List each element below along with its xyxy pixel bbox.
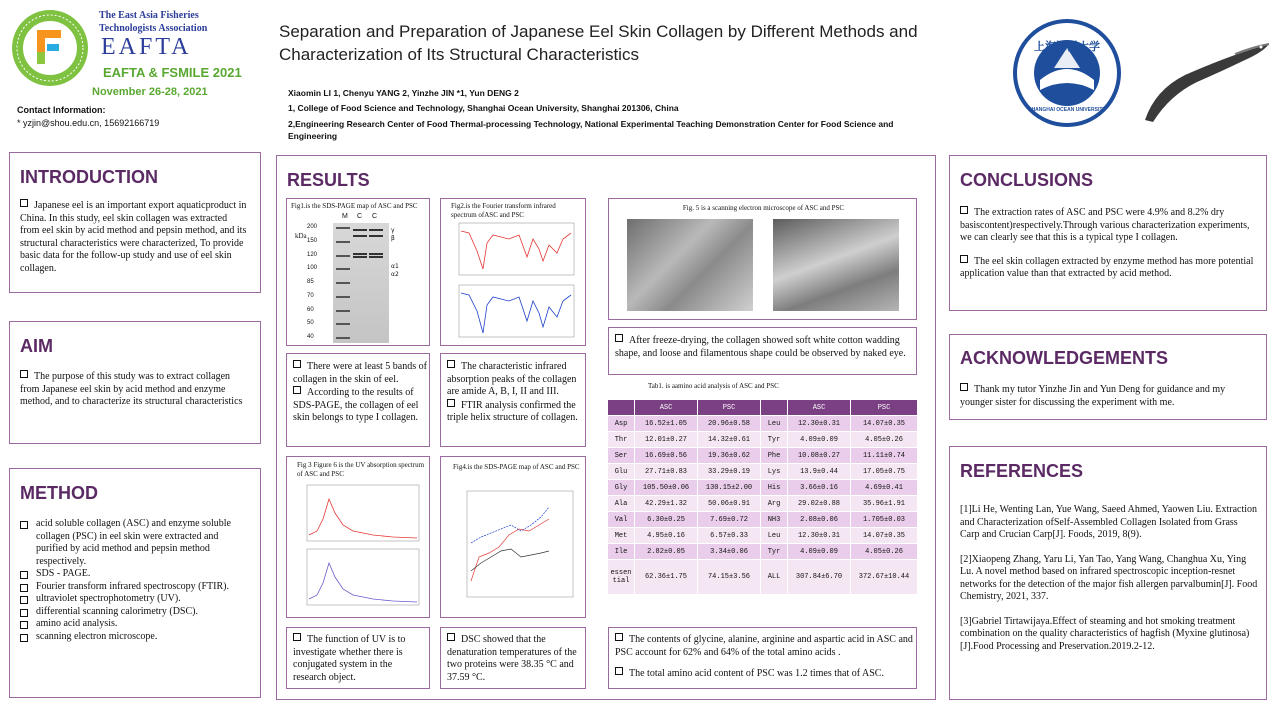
marker-band	[336, 296, 350, 298]
marker-label: 100	[307, 265, 318, 272]
table-row	[608, 416, 917, 431]
table-row	[608, 464, 917, 479]
marker-label: 50	[307, 320, 314, 327]
eel-icon	[1135, 30, 1275, 130]
aim-title: AIM	[20, 336, 53, 356]
aim-body: The purpose of this study was to extract collagen from Japanese eel skin by acid method and enzyme method, and to characterize its structural characteristics	[20, 371, 243, 407]
table-cell: Val	[608, 512, 634, 527]
table-cell: 42.29±1.32	[635, 496, 697, 511]
table-cell: His	[761, 480, 787, 495]
reference-item: [1]Li He, Wenting Lan, Yue Wang, Saeed Ahmed, Yaowen Liu. Extraction and Characterization ofSelf-Assembled Collagen Isolated from Grass Carp and Crucian Carp[J]. Foods, 2019, 8(9).	[960, 504, 1258, 540]
table-cell: 10.08±0.27	[788, 448, 850, 463]
amino-acid-table	[607, 399, 918, 595]
fig5-text-box	[608, 327, 917, 375]
conclusions-title: CONCLUSIONS	[960, 170, 1094, 190]
table-row	[608, 512, 917, 527]
reference-item: [3]Gabriel Tirtawijaya.Effect of steaming and hot smoking treatment combination on the quality characteristics of hagfish (Myxine glutinosa)[J].Food Processing and Preservation.2019.2-12.	[960, 615, 1250, 652]
sample-band	[353, 253, 367, 255]
table-cell: 4.05±0.26	[851, 432, 917, 447]
ftir-asc-line	[461, 231, 571, 269]
marker-label: 150	[307, 237, 318, 244]
table-cell: 14.32±0.61	[698, 432, 760, 447]
table-cell: 4.09±0.09	[788, 432, 850, 447]
table-cell: 16.69±0.56	[635, 448, 697, 463]
conclusions-text	[960, 206, 1258, 281]
checkbox-icon	[293, 386, 301, 394]
table-cell: 16.52±1.05	[635, 416, 697, 431]
table-cell: 17.05±0.75	[851, 464, 917, 479]
acknowledgements-body: Thank my tutor Yinzhe Jin and Yun Deng for guidance and my younger sister for discussing the experiment with me.	[960, 384, 1226, 408]
sample-band	[353, 256, 367, 258]
fig1-frame	[286, 198, 430, 346]
table-cell: 3.34±0.06	[698, 544, 760, 559]
table-caption: Tab1. is aamino acid analysis of ASC and PSC	[648, 382, 779, 390]
table-cell: 7.69±0.72	[698, 512, 760, 527]
checkbox-icon	[615, 667, 623, 675]
table-cell: 307.84±6.70	[788, 560, 850, 594]
table-row	[608, 480, 917, 495]
table-cell: 2.82±0.05	[635, 544, 697, 559]
method-item: differential scanning calorimetry (DSC).	[20, 606, 250, 619]
org-name	[99, 9, 207, 35]
dsc-asc-line	[471, 519, 549, 581]
fig4-text-box	[440, 627, 586, 689]
fig2-text-box	[440, 353, 586, 447]
affiliation-2	[288, 118, 948, 142]
checkbox-icon	[447, 633, 455, 641]
table-text1: The contents of glycine, alanine, arginine and aspartic acid in ASC and PSC account for 62% and 64% of the total amino acids .	[615, 634, 913, 658]
marker-band	[336, 255, 350, 257]
table-cell: Ile	[608, 544, 634, 559]
title-line2: Characterization of Its Structural Characteristics	[279, 45, 639, 64]
acknowledgements-text	[960, 383, 1258, 409]
table-cell: 130.15±2.00	[698, 480, 760, 495]
marker-label: 120	[307, 251, 318, 258]
marker-label: 70	[307, 292, 314, 299]
aim-panel	[9, 321, 261, 444]
poster-title	[279, 20, 918, 66]
authors: Xiaomin LI 1, Chenyu YANG 2, Yinzhe JIN *1, Yun DENG 2	[288, 88, 519, 98]
eafta-logo	[10, 8, 90, 88]
band-alpha1: α1	[391, 263, 399, 270]
marker-label: 85	[307, 279, 314, 285]
fig1-kda: kDa	[295, 232, 307, 240]
fig1-gel-bands	[333, 223, 389, 343]
table-cell: NH3	[761, 512, 787, 527]
marker-band	[336, 241, 350, 243]
fig3-frame	[286, 456, 430, 618]
table-cell: 3.66±0.16	[788, 480, 850, 495]
table-header-row	[608, 400, 917, 415]
fig4-text	[447, 633, 583, 684]
table-cell: 62.36±1.75	[635, 560, 697, 594]
contact-value: * yzjin@shou.edu.cn, 15692166719	[17, 118, 160, 128]
table-cell: 4.69±0.41	[851, 480, 917, 495]
table-cell: Gly	[608, 480, 634, 495]
fig3-text-box	[286, 627, 430, 689]
fig1-marker-column	[307, 223, 333, 343]
marker-band	[336, 282, 350, 284]
marker-band	[336, 337, 350, 339]
affiliation-2-line1: 2,Engineering Research Center of Food Thermal-processing Technology, National Experimental Teaching Demonstration Center for Food Science and	[288, 119, 894, 129]
band-beta: β	[391, 235, 395, 242]
table-cell: Arg	[761, 496, 787, 511]
table-cell: 2.08±0.06	[788, 512, 850, 527]
org-line2: Technologists Association	[99, 23, 208, 34]
lane-c1: C	[357, 213, 363, 220]
table-cell: Tyr	[761, 544, 787, 559]
checkbox-icon	[615, 633, 623, 641]
seal-en-text: SHANGHAI OCEAN UNIVERSITY	[1028, 107, 1106, 113]
table-text	[615, 633, 913, 681]
dsc-psc-line	[471, 507, 549, 543]
reference-item: [2]Xiaopeng Zhang, Yaru Li, Yan Tao, Yang Wang, Changhua Xu, Ying Lu. A novel method based on infrared spectroscopic inception-resnet networks for the detection of the major fish allergen parvalbumin[J]. Food Chemistry, 2021, 337.	[960, 553, 1258, 602]
table-cell: 11.11±0.74	[851, 448, 917, 463]
uv-spectrum-plot	[293, 481, 425, 615]
event-dates: November 26-28, 2021	[92, 86, 208, 98]
ftir-psc-line	[461, 293, 571, 333]
introduction-panel	[9, 152, 261, 293]
fig2-text1: The characteristic infrared absorption peaks of the collagen are amide A, B, I, II and III.	[447, 361, 577, 397]
eafta-seal-icon	[10, 8, 90, 88]
dsc-plot	[449, 485, 581, 613]
checkbox-icon	[20, 370, 28, 378]
sem-image-psc	[773, 219, 899, 311]
checkbox-icon	[615, 334, 623, 342]
org-line1: The East Asia Fisheries	[99, 10, 199, 21]
sample-band	[369, 253, 383, 255]
marker-band	[336, 310, 350, 312]
fig2-text2: FTIR analysis confirmed the triple helix structure of collagen.	[447, 399, 578, 423]
fig5-caption: Fig. 5 is a scanning electron microscope of ASC and PSC	[682, 204, 845, 212]
fig3-body: The function of UV is to investigate whether there is conjugated system in the research object.	[293, 634, 406, 683]
table-row	[608, 432, 917, 447]
conclusions-panel	[949, 155, 1267, 311]
method-item: acid soluble collagen (ASC) and enzyme soluble collagen (PSC) in eel skin were extracted and purified by acid method and pepsin method respectively.	[20, 518, 250, 568]
marker-label: 60	[307, 306, 314, 313]
affiliation-1: 1, College of Food Science and Technology, Shanghai Ocean University, Shanghai 201306, China	[288, 103, 679, 113]
marker-label: 40	[307, 334, 314, 340]
fig5-text	[615, 334, 913, 360]
references-list	[960, 504, 1258, 653]
table-cell: Phe	[761, 448, 787, 463]
amino-acid-table-wrap	[607, 399, 918, 595]
table-row	[608, 544, 917, 559]
table-cell: 14.07±0.35	[851, 528, 917, 543]
introduction-text	[20, 199, 248, 275]
table-cell: 50.06±0.91	[698, 496, 760, 511]
table-cell: 12.01±0.27	[635, 432, 697, 447]
band-alpha2: α2	[391, 271, 399, 278]
uv-asc-line	[309, 499, 417, 538]
event-name: EAFTA & FSMILE 2021	[103, 65, 242, 80]
table-cell: Ala	[608, 496, 634, 511]
org-acronym: EAFTA	[101, 34, 192, 60]
fig2-frame	[440, 198, 586, 346]
references-panel	[949, 446, 1267, 700]
table-cell: 4.05±0.26	[851, 544, 917, 559]
introduction-body: Japanese eel is an important export aquaticproduct in China. In this study, eel skin collagen was extracted from eel skin by acid method and pepsin method, and its structural characteristics were characterized, To provide basic data for the follow-up study and use of eel skin collagen.	[20, 200, 247, 274]
conclusions-text2: The eel skin collagen extracted by enzyme method has more potential application value than that extracted by acid method.	[960, 255, 1254, 279]
sample-band	[369, 235, 383, 237]
table-cell: Thr	[608, 432, 634, 447]
title-line1: Separation and Preparation of Japanese Eel Skin Collagen by Different Methods and	[279, 22, 918, 41]
marker-band	[336, 268, 350, 270]
sem-image-asc	[627, 219, 753, 311]
table-cell: 6.30±0.25	[635, 512, 697, 527]
checkbox-icon	[960, 383, 968, 391]
checkbox-icon	[20, 199, 28, 207]
fig5-body: After freeze-drying, the collagen showed soft white cotton wadding shape, and loose and filamentous shape could be observed by naked eye.	[615, 335, 906, 359]
eel-image	[1135, 30, 1275, 130]
checkbox-icon	[960, 255, 968, 263]
marker-band	[336, 227, 350, 229]
checkbox-icon	[293, 633, 301, 641]
fig4-caption: Fig4.is the SDS-PAGE map of ASC and PSC	[453, 463, 580, 471]
table-cell: Asp	[608, 416, 634, 431]
header-cell	[608, 400, 634, 415]
table-cell: 4.95±0.16	[635, 528, 697, 543]
header-cell: ASC	[788, 400, 850, 415]
results-title: RESULTS	[287, 170, 370, 190]
uv-psc-line	[309, 563, 417, 602]
table-row	[608, 528, 917, 543]
band-gamma: γ	[391, 227, 395, 234]
table-cell: 372.67±10.44	[851, 560, 917, 594]
seal-cn-text: 上海海洋大学	[1034, 40, 1100, 53]
method-panel	[9, 468, 261, 698]
fig1-text1: There were at least 5 bands of collagen in the skin of eel.	[293, 361, 427, 385]
table-cell: 105.50±0.06	[635, 480, 697, 495]
table-cell: Ser	[608, 448, 634, 463]
fig1-text	[293, 360, 427, 425]
fig1-band-labels	[391, 227, 421, 279]
dsc-third-line	[471, 549, 549, 571]
table-text-box	[608, 627, 917, 689]
method-list	[20, 518, 250, 643]
header-cell	[761, 400, 787, 415]
table-cell: 35.96±1.91	[851, 496, 917, 511]
table-cell: 13.9±0.44	[788, 464, 850, 479]
lane-m: M	[342, 213, 348, 220]
sample-band	[369, 229, 383, 231]
acknowledgements-panel	[949, 334, 1267, 420]
fig1-caption: Fig1.is the SDS-PAGE map of ASC and PSC	[291, 202, 418, 210]
table-text2: The total amino acid content of PSC was 1.2 times that of ASC.	[629, 668, 884, 679]
table-cell: Leu	[761, 416, 787, 431]
table-cell: 12.30±0.31	[788, 528, 850, 543]
fig1-text2: According to the results of SDS-PAGE, the collagen of eel skin belongs to type I collagen.	[293, 387, 419, 423]
method-item: ultraviolet spectrophotometry (UV).	[20, 593, 250, 606]
table-cell: 33.29±0.19	[698, 464, 760, 479]
table-cell: 27.71±0.83	[635, 464, 697, 479]
table-cell: ALL	[761, 560, 787, 594]
fig4-body: DSC showed that the denaturation temperatures of the two proteins were 38.35 °C and 37.59 °C.	[447, 634, 577, 683]
sample-band	[369, 256, 383, 258]
method-title: METHOD	[20, 483, 98, 503]
lane-c2: C	[372, 213, 378, 220]
table-cell: Met	[608, 528, 634, 543]
method-item: amino acid analysis.	[20, 618, 250, 631]
checkbox-icon	[960, 206, 968, 214]
table-row	[608, 560, 917, 594]
table-cell: 4.09±0.09	[788, 544, 850, 559]
table-cell: 14.07±0.35	[851, 416, 917, 431]
sample-band	[353, 229, 367, 231]
method-item: scanning electron microscope.	[20, 631, 250, 644]
fig3-text	[293, 633, 427, 684]
fig4-frame	[440, 456, 586, 618]
header-cell: PSC	[851, 400, 917, 415]
table-cell: 6.57±0.33	[698, 528, 760, 543]
seal-year: 1912	[1060, 76, 1074, 82]
ftir-spectrum-plot	[449, 221, 579, 343]
table-cell: 1.705±0.03	[851, 512, 917, 527]
table-cell: 19.36±0.62	[698, 448, 760, 463]
checkbox-icon	[447, 399, 455, 407]
table-cell: 29.02±0.88	[788, 496, 850, 511]
table-cell: Glu	[608, 464, 634, 479]
table-cell: 74.15±3.56	[698, 560, 760, 594]
header-cell: ASC	[635, 400, 697, 415]
fig2-caption: Fig2.is the Fourier transform infrared spectrum ofASC and PSC	[451, 202, 556, 219]
fig1-text-box	[286, 353, 430, 447]
contact-label: Contact Information:	[17, 105, 106, 115]
introduction-title: INTRODUCTION	[20, 167, 158, 187]
affiliation-2-line2: Engineering	[288, 131, 338, 141]
checkbox-icon	[293, 360, 301, 368]
table-row	[608, 448, 917, 463]
acknowledgements-title: ACKNOWLEDGEMENTS	[960, 348, 1168, 368]
table-cell: 12.30±0.31	[788, 416, 850, 431]
conclusions-text1: The extraction rates of ASC and PSC were 4.9% and 8.2% dry basiscontent)respectively.Through various characterization experiments, we can clearly see that this is a typical type I collagen.	[960, 207, 1250, 243]
aim-text	[20, 370, 248, 409]
table-cell: essential	[608, 560, 634, 594]
table-body	[608, 416, 917, 594]
fig5-frame	[608, 198, 917, 320]
method-item: Fourier transform infrared spectroscopy (FTIR).	[20, 581, 250, 594]
checkbox-icon	[447, 360, 455, 368]
marker-band	[336, 323, 350, 325]
fig3-caption: Fig 3 Figure 6 is the UV absorption spectrum of ASC and PSC	[297, 461, 425, 478]
fig2-text	[447, 360, 583, 425]
table-cell: 20.96±0.58	[698, 416, 760, 431]
header-cell: PSC	[698, 400, 760, 415]
references-title: REFERENCES	[960, 461, 1084, 481]
method-item: SDS - PAGE.	[20, 568, 250, 581]
marker-label: 200	[307, 224, 318, 230]
table-cell: Lys	[761, 464, 787, 479]
table-cell: Tyr	[761, 432, 787, 447]
table-row	[608, 496, 917, 511]
table-cell: Leu	[761, 528, 787, 543]
sample-band	[353, 235, 367, 237]
